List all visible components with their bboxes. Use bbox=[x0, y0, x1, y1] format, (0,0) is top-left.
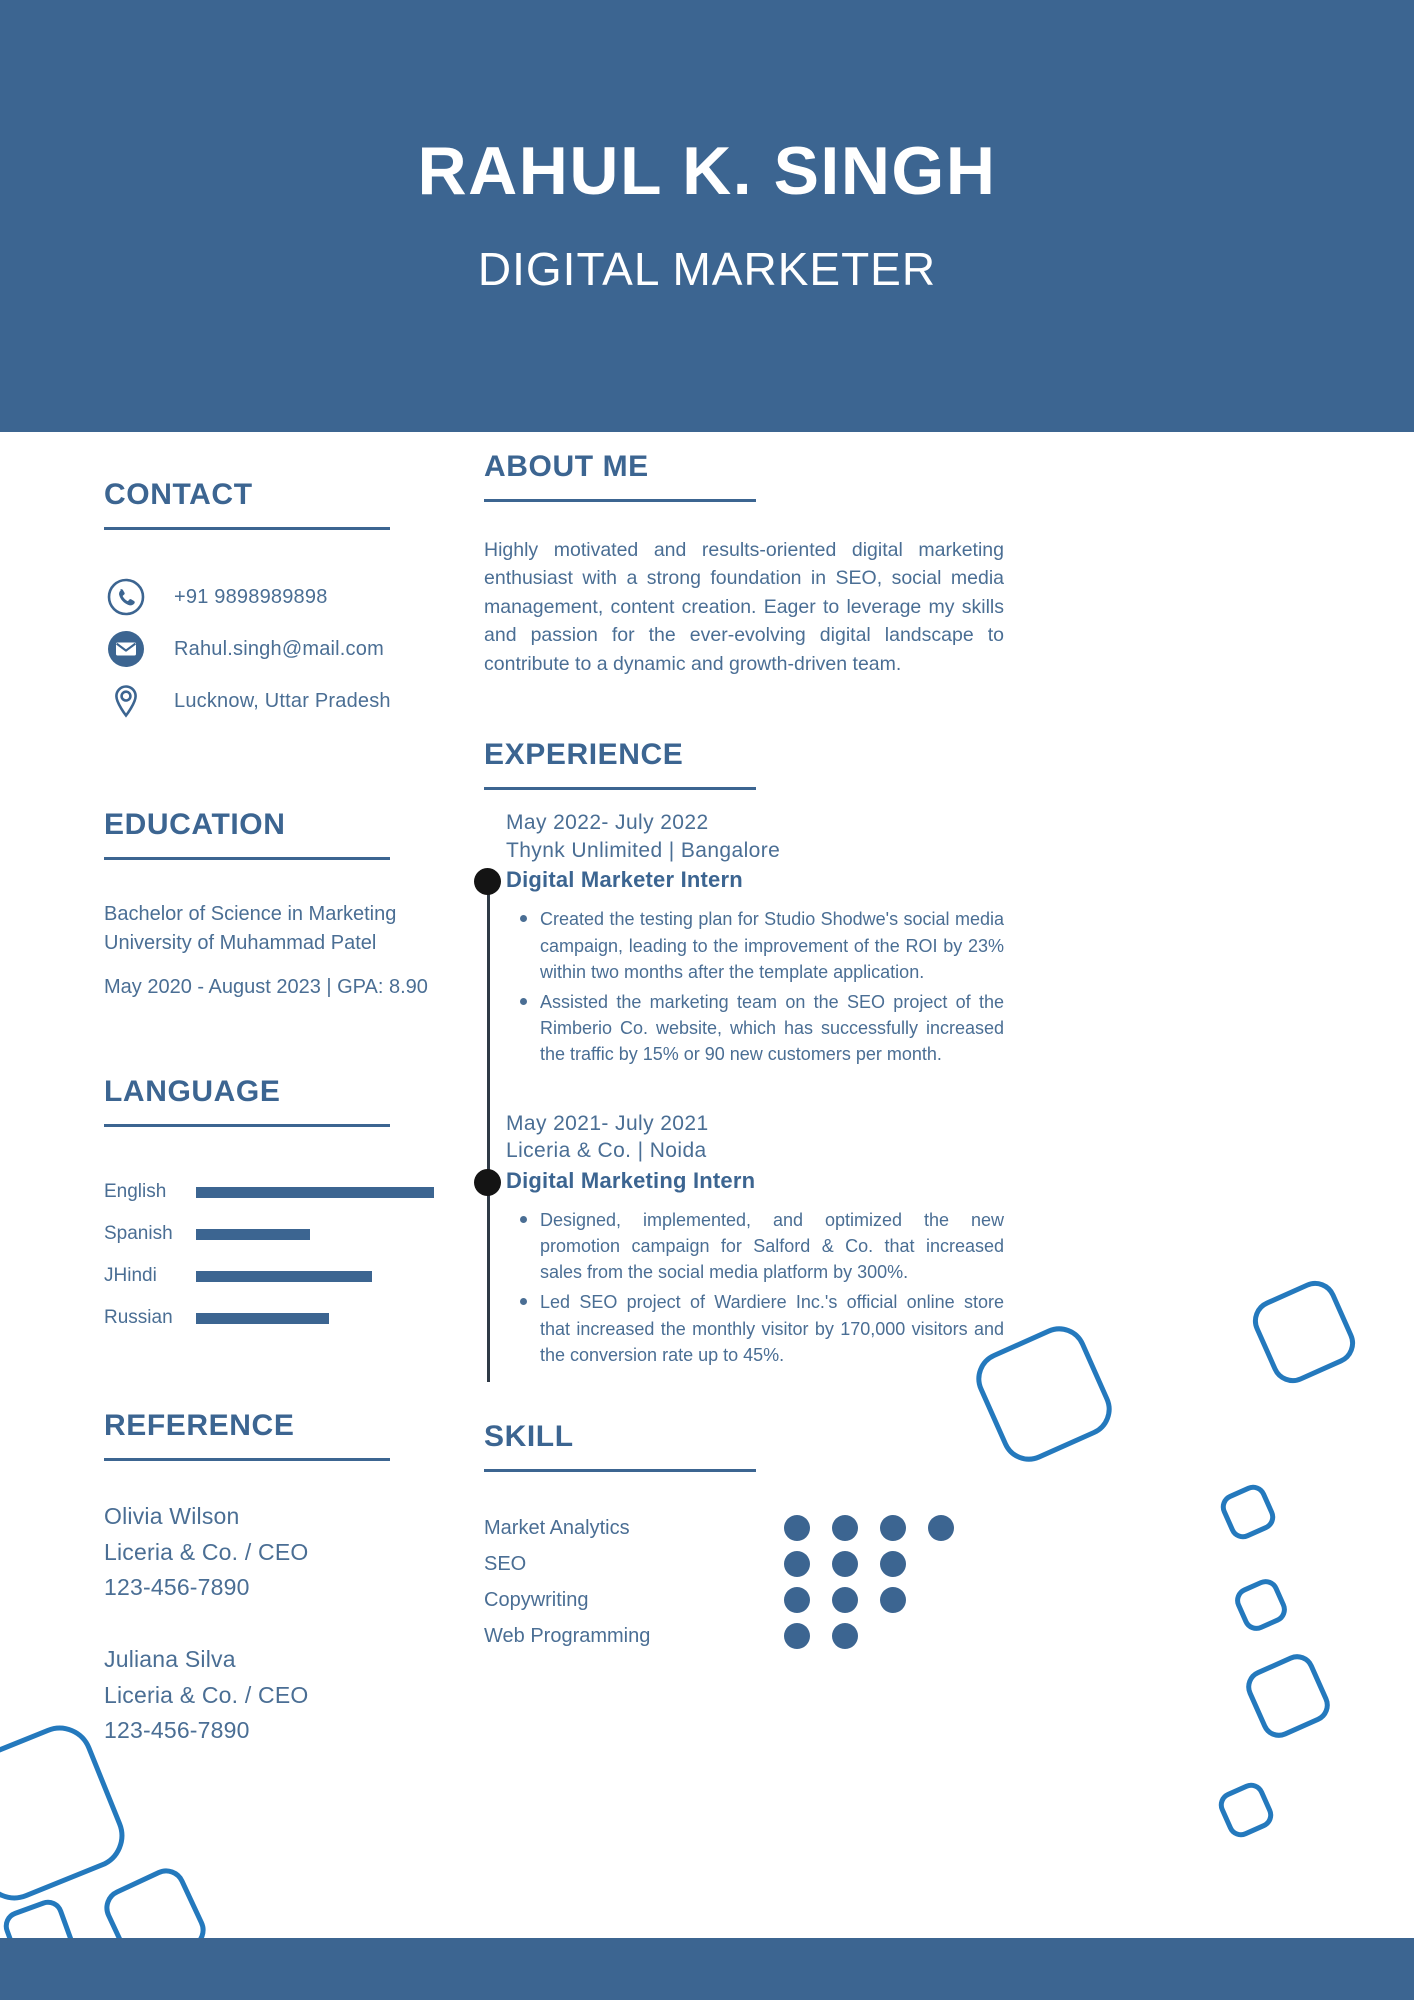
language-level-bar bbox=[196, 1187, 434, 1198]
language-level-track bbox=[196, 1313, 434, 1324]
decorative-square bbox=[1214, 1778, 1277, 1841]
section-title-experience: EXPERIENCE bbox=[484, 738, 684, 772]
experience-bullet: Designed, implemented, and optimized the new promotion campaign for Salford & Co. that increased sales from the social media platform by 300%. bbox=[540, 1207, 1004, 1285]
experience-list bbox=[484, 810, 1004, 1367]
experience-company: Thynk Unlimited | Bangalore bbox=[506, 838, 781, 862]
contact-row-email[interactable] bbox=[104, 624, 434, 674]
skill-name-list bbox=[484, 1510, 784, 1654]
experience-bullet: Assisted the marketing team on the SEO project of the Rimberio Co. website, which has successfully increased the traffic by 15% or 90 new customers per month. bbox=[540, 989, 1004, 1067]
skill-rating-dot bbox=[832, 1587, 858, 1613]
skill-rating-dot bbox=[784, 1587, 810, 1613]
divider bbox=[104, 857, 390, 860]
experience-item bbox=[484, 810, 1004, 1067]
section-language bbox=[104, 1077, 434, 1339]
skill-rating-row bbox=[784, 1618, 1004, 1654]
language-level-track bbox=[196, 1229, 434, 1240]
reference-name: Juliana Silva bbox=[104, 1645, 236, 1672]
skill-rating-row bbox=[784, 1510, 1004, 1546]
divider bbox=[484, 1469, 756, 1472]
section-contact bbox=[104, 480, 434, 726]
skill-rating-dot bbox=[928, 1515, 954, 1541]
education-entry bbox=[104, 900, 434, 999]
section-title-skill: SKILL bbox=[484, 1419, 574, 1453]
experience-company: Liceria & Co. | Noida bbox=[506, 1139, 707, 1163]
language-row bbox=[104, 1297, 434, 1339]
reference-phone: 123-456-7890 bbox=[104, 1717, 250, 1744]
skill-name: Web Programming bbox=[484, 1624, 651, 1647]
sidebar-column bbox=[104, 480, 434, 1785]
section-title-contact: CONTACT bbox=[104, 478, 253, 511]
footer-bar bbox=[0, 1938, 1414, 2000]
reference-role: Liceria & Co. / CEO bbox=[104, 1681, 309, 1708]
divider bbox=[104, 1124, 390, 1127]
section-title-about: ABOUT ME bbox=[484, 450, 649, 483]
language-name: Russian bbox=[104, 1307, 173, 1328]
skill-rating-dot bbox=[784, 1515, 810, 1541]
skill-rating-list bbox=[784, 1510, 1004, 1654]
contact-row-location[interactable] bbox=[104, 676, 434, 726]
language-name: English bbox=[104, 1181, 167, 1202]
experience-bullet: Created the testing plan for Studio Shodwe's social media campaign, leading to the improvement of the ROI by 23% within two months after the template application. bbox=[540, 906, 1004, 984]
main-column bbox=[484, 452, 1004, 1654]
reference-phone: 123-456-7890 bbox=[104, 1574, 250, 1601]
reference-list bbox=[104, 1499, 434, 1749]
decorative-square bbox=[1216, 1480, 1279, 1543]
timeline-dot-icon bbox=[474, 1169, 501, 1196]
section-title-reference: REFERENCE bbox=[104, 1409, 295, 1442]
phone-icon bbox=[104, 575, 148, 619]
section-reference bbox=[104, 1411, 434, 1749]
section-skill bbox=[484, 1419, 1004, 1654]
skill-rating-dot bbox=[832, 1515, 858, 1541]
skill-rating-dot bbox=[880, 1515, 906, 1541]
skill-name: Market Analytics bbox=[484, 1516, 630, 1539]
decorative-square bbox=[1246, 1274, 1362, 1390]
language-name: Spanish bbox=[104, 1223, 173, 1244]
experience-role: Digital Marketing Intern bbox=[506, 1167, 756, 1193]
experience-timeline bbox=[484, 810, 1004, 1367]
skill-rating-dot bbox=[832, 1551, 858, 1577]
education-degree: Bachelor of Science in Marketing bbox=[104, 903, 397, 925]
language-name: JHindi bbox=[104, 1265, 157, 1286]
experience-role: Digital Marketer Intern bbox=[506, 866, 743, 892]
experience-date: May 2021- July 2021 bbox=[506, 1112, 709, 1136]
reference-item bbox=[104, 1499, 434, 1606]
skill-rating-dot bbox=[880, 1587, 906, 1613]
section-about bbox=[484, 452, 1004, 678]
skill-rating-row bbox=[784, 1582, 1004, 1618]
language-level-bar bbox=[196, 1313, 329, 1324]
decorative-square bbox=[1240, 1648, 1335, 1743]
location-pin-icon bbox=[104, 679, 148, 723]
contact-value: Lucknow, Uttar Pradesh bbox=[174, 689, 391, 712]
divider bbox=[484, 499, 756, 502]
skill-area bbox=[484, 1510, 1004, 1654]
skill-rating-dot bbox=[784, 1551, 810, 1577]
education-school: University of Muhammad Patel bbox=[104, 932, 377, 954]
experience-bullet-list bbox=[506, 1207, 1004, 1368]
language-list bbox=[104, 1171, 434, 1339]
language-level-track bbox=[196, 1187, 434, 1198]
language-level-track bbox=[196, 1271, 434, 1282]
section-experience bbox=[484, 740, 1004, 1367]
contact-value: Rahul.singh@mail.com bbox=[174, 637, 384, 660]
decorative-square bbox=[1231, 1575, 1292, 1636]
language-row bbox=[104, 1213, 434, 1255]
education-dates: May 2020 - August 2023 | GPA: 8.90 bbox=[104, 976, 428, 998]
resume-header bbox=[0, 0, 1414, 432]
job-title: DIGITAL MARKETER bbox=[477, 242, 937, 295]
skill-rating-dot bbox=[832, 1623, 858, 1649]
about-body: Highly motivated and results-oriented digital marketing enthusiast with a strong foundation in SEO, social media management, content creation. Eager to leverage my skills and passion for the ever-evolving digital landscape to contribute to a dynamic and growth-driven team. bbox=[484, 539, 1004, 675]
contact-row-phone[interactable] bbox=[104, 572, 434, 622]
reference-name: Olivia Wilson bbox=[104, 1503, 240, 1529]
envelope-icon bbox=[104, 627, 148, 671]
language-row bbox=[104, 1255, 434, 1297]
section-title-language: LANGUAGE bbox=[104, 1075, 281, 1108]
page-title: RAHUL K. SINGH bbox=[417, 133, 997, 210]
section-education bbox=[104, 810, 434, 999]
language-level-bar bbox=[196, 1271, 372, 1282]
skill-rating-dot bbox=[880, 1551, 906, 1577]
divider bbox=[484, 787, 756, 790]
language-level-bar bbox=[196, 1229, 310, 1240]
skill-name: Copywriting bbox=[484, 1588, 589, 1611]
experience-bullet-list bbox=[506, 906, 1004, 1067]
section-title-education: EDUCATION bbox=[104, 808, 286, 841]
skill-rating-row bbox=[784, 1546, 1004, 1582]
experience-bullet: Led SEO project of Wardiere Inc.'s official online store that increased the monthly visitor by 170,000 visitors and the conversion rate up to 45%. bbox=[540, 1289, 1004, 1367]
divider bbox=[104, 527, 390, 530]
contact-value: +91 9898989898 bbox=[174, 585, 328, 608]
language-row bbox=[104, 1171, 434, 1213]
experience-date: May 2022- July 2022 bbox=[506, 811, 709, 835]
reference-role: Liceria & Co. / CEO bbox=[104, 1538, 309, 1565]
skill-rating-dot bbox=[784, 1623, 810, 1649]
skill-name: SEO bbox=[484, 1552, 527, 1575]
reference-item bbox=[104, 1642, 434, 1749]
timeline-rail bbox=[487, 881, 490, 1382]
contact-list bbox=[104, 572, 434, 726]
experience-item bbox=[484, 1111, 1004, 1368]
timeline-dot-icon bbox=[474, 868, 501, 895]
divider bbox=[104, 1458, 390, 1461]
